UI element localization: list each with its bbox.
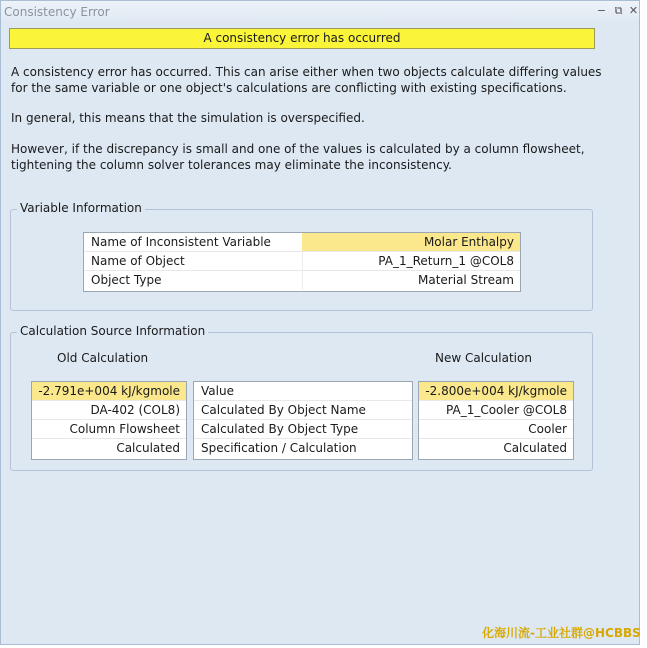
new-object-name[interactable]: PA_1_Cooler @COL8 bbox=[446, 403, 567, 417]
calculation-source-group bbox=[10, 324, 593, 471]
description-line-1: A consistency error has occurred. This can arise either when two objects calculate differing values bbox=[11, 65, 602, 79]
minimize-icon[interactable]: − bbox=[596, 4, 607, 17]
row-value[interactable]: PA_1_Return_1 @COL8 bbox=[302, 252, 520, 271]
grid-row[interactable] bbox=[419, 439, 573, 458]
row-label: Object Type bbox=[91, 273, 162, 287]
old-calculation-header: Old Calculation bbox=[57, 351, 149, 365]
grid-row[interactable] bbox=[84, 252, 520, 271]
grid-row bbox=[194, 401, 412, 420]
object-type-label: Calculated By Object Type bbox=[201, 422, 359, 436]
window-title: Consistency Error bbox=[4, 5, 110, 19]
grid-row[interactable] bbox=[84, 233, 520, 252]
variable-information-grid bbox=[83, 232, 521, 292]
value-label: Value bbox=[201, 384, 234, 398]
new-spec-calc[interactable]: Calculated bbox=[503, 441, 567, 455]
calculation-labels-grid bbox=[193, 381, 413, 460]
new-calculation-grid bbox=[418, 381, 574, 460]
variable-information-group bbox=[10, 201, 593, 311]
grid-row[interactable] bbox=[32, 439, 186, 458]
row-value[interactable]: Material Stream bbox=[302, 271, 520, 290]
description-paragraph-3 bbox=[11, 142, 611, 173]
description-paragraph-1 bbox=[11, 65, 611, 96]
object-name-label: Calculated By Object Name bbox=[201, 403, 366, 417]
title-bar[interactable] bbox=[1, 1, 639, 23]
row-label: Name of Inconsistent Variable bbox=[91, 235, 271, 249]
calculation-source-legend: Calculation Source Information bbox=[17, 324, 208, 338]
description-line-2: for the same variable or one object's calculations are conflicting with existing specifications. bbox=[11, 80, 567, 95]
old-value[interactable]: -2.791e+004 kJ/kgmole bbox=[38, 384, 180, 398]
close-icon[interactable]: ✕ bbox=[628, 4, 639, 17]
grid-row bbox=[194, 382, 412, 401]
old-object-type[interactable]: Column Flowsheet bbox=[69, 422, 180, 436]
restore-icon[interactable]: ⧉ bbox=[614, 4, 623, 17]
new-value[interactable]: -2.800e+004 kJ/kgmole bbox=[425, 384, 567, 398]
grid-row[interactable] bbox=[84, 271, 520, 290]
error-banner: A consistency error has occurred bbox=[9, 28, 595, 49]
description-line-4: tightening the column solver tolerances may eliminate the inconsistency. bbox=[11, 157, 452, 172]
variable-information-legend: Variable Information bbox=[17, 201, 145, 215]
description-line-3: However, if the discrepancy is small and one of the values is calculated by a column flowsheet, bbox=[11, 142, 585, 156]
grid-row[interactable] bbox=[419, 382, 573, 401]
grid-row[interactable] bbox=[419, 420, 573, 439]
dialog-content bbox=[4, 23, 634, 641]
grid-row bbox=[194, 420, 412, 439]
grid-row[interactable] bbox=[32, 420, 186, 439]
row-label: Name of Object bbox=[91, 254, 185, 268]
new-object-type[interactable]: Cooler bbox=[528, 422, 567, 436]
grid-row bbox=[194, 439, 412, 458]
watermark-text: 化海川流-工业社群@HCBBS bbox=[482, 626, 641, 640]
old-object-name[interactable]: DA-402 (COL8) bbox=[90, 403, 180, 417]
old-spec-calc[interactable]: Calculated bbox=[116, 441, 180, 455]
spec-calc-label: Specification / Calculation bbox=[201, 441, 357, 455]
row-value[interactable]: Molar Enthalpy bbox=[302, 233, 520, 252]
grid-row[interactable] bbox=[32, 382, 186, 401]
old-calculation-grid bbox=[31, 381, 187, 460]
new-calculation-header: New Calculation bbox=[435, 351, 532, 365]
description-paragraph-2: In general, this means that the simulation is overspecified. bbox=[11, 111, 365, 125]
grid-row[interactable] bbox=[32, 401, 186, 420]
grid-row[interactable] bbox=[419, 401, 573, 420]
